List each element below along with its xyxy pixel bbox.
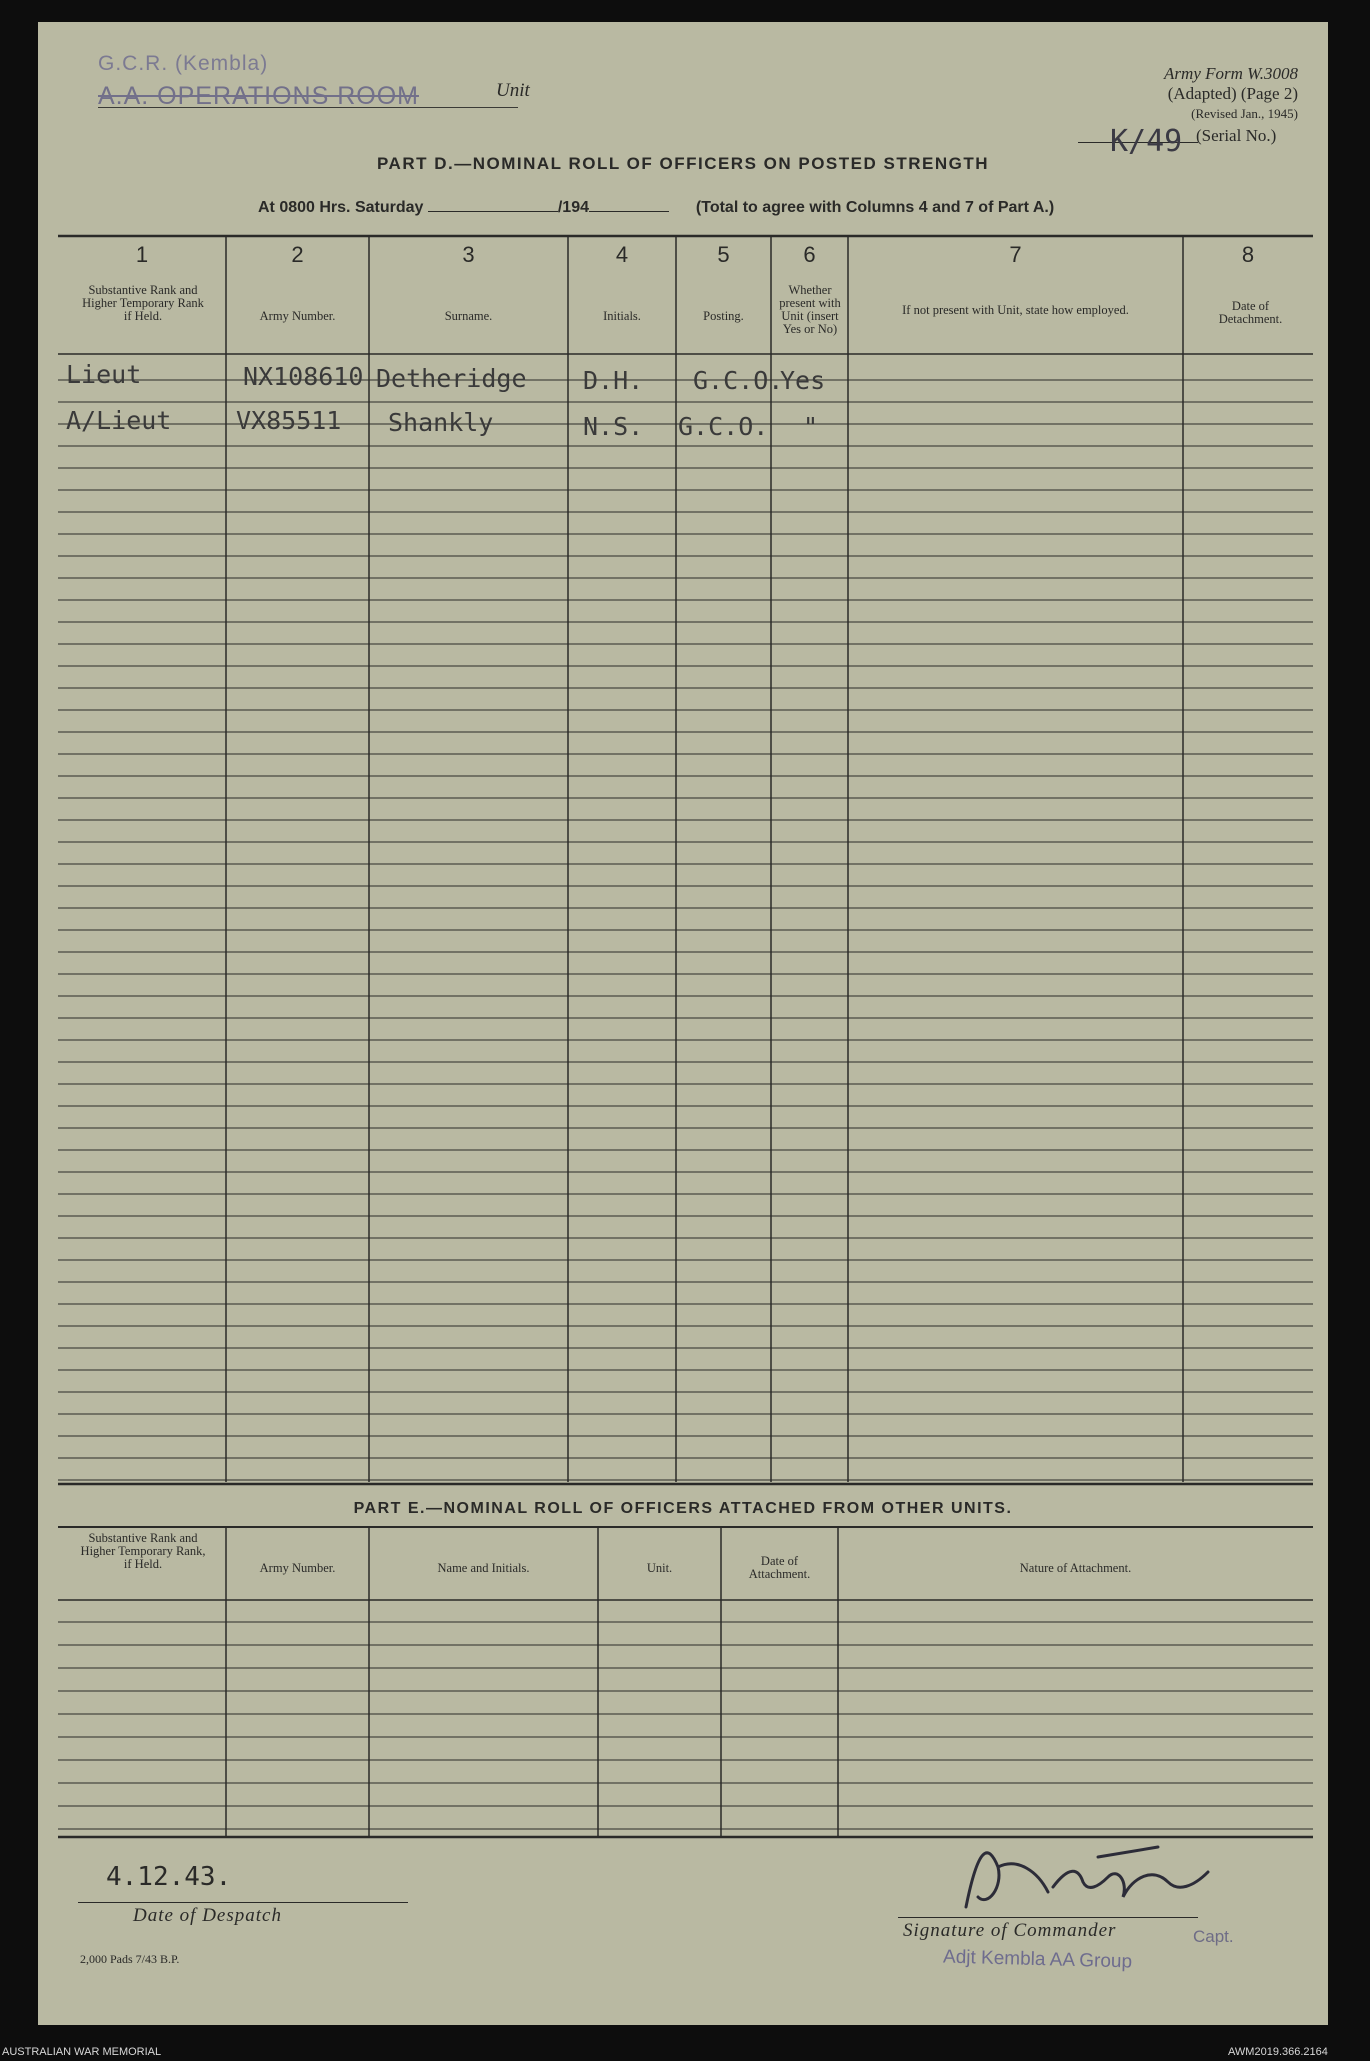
form-revised: (Revised Jan., 1945): [1191, 106, 1298, 121]
e-col-header-date: Date of Attachment.: [748, 1554, 811, 1581]
form-adapted: (Adapted) (Page 2): [1167, 84, 1298, 103]
e-col-header-name: Name and Initials.: [437, 1561, 530, 1575]
col-header-rank: Substantive Rank and Higher Temporary Rank if Held.: [82, 283, 204, 323]
part-e-grid: [38, 22, 1328, 1852]
unit-stamp-line1: G.C.R. (Kembla): [98, 52, 269, 75]
col-number-6: 6: [803, 242, 816, 267]
despatch-label: Date of Despatch: [133, 1905, 282, 1926]
archive-reference: AWM2019.366.2164: [1228, 2046, 1328, 2058]
despatch-underline: [78, 1902, 408, 1903]
part-e-title: PART E.—NOMINAL ROLL OF OFFICERS ATTACHED FROM OTHER UNITS.: [353, 1500, 1013, 1517]
row2-surname: Shankly: [388, 408, 494, 437]
at-time-label: At 0800 Hrs. Saturday: [258, 199, 424, 216]
col-header-employed: If not present with Unit, state how employed.: [902, 303, 1129, 317]
signature-label: Signature of Commander: [903, 1920, 1117, 1941]
col-header-surname: Surname.: [444, 309, 493, 323]
col-number-5: 5: [717, 242, 730, 267]
signature-underline: [898, 1917, 1198, 1918]
row1-posting: G.C.O.: [693, 366, 784, 395]
serial-value: K/49: [1110, 124, 1183, 159]
col-number-4: 4: [615, 242, 629, 267]
e-col-header-army-number: Army Number.: [259, 1561, 336, 1575]
row1-present: Yes: [780, 366, 826, 395]
col-number-1: 1: [135, 242, 149, 267]
row1-surname: Detheridge: [376, 364, 527, 393]
part-d-title: PART D.—NOMINAL ROLL OF OFFICERS ON POSTED STRENGTH: [376, 154, 989, 173]
signature-rank: Capt.: [1193, 1927, 1234, 1946]
row1-initials: D.H.: [583, 366, 644, 395]
total-note: (Total to agree with Columns 4 and 7 of Part A.): [695, 199, 1055, 216]
col-number-3: 3: [462, 242, 475, 267]
row2-army-number: VX85511: [236, 406, 342, 435]
col-number-7: 7: [1009, 242, 1022, 267]
col-header-army-number: Army Number.: [259, 309, 336, 323]
commander-signature: [958, 1837, 1258, 1922]
row2-posting: G.C.O.: [678, 412, 769, 441]
col-number-8: 8: [1241, 242, 1255, 267]
form-number: Army Form W.3008: [1164, 64, 1298, 83]
archive-credit: AUSTRALIAN WAR MEMORIAL: [2, 2046, 162, 2058]
serial-label: (Serial No.): [1196, 126, 1277, 145]
row1-rank: Lieut: [66, 360, 142, 389]
e-col-header-nature: Nature of Attachment.: [1019, 1561, 1132, 1575]
year-prefix: /194: [557, 199, 589, 216]
print-note: 2,000 Pads 7/43 B.P.: [80, 1952, 180, 1966]
form-page: [38, 22, 1328, 2025]
unit-stamp-line2: A.A. OPERATIONS ROOM: [98, 82, 419, 110]
col-number-2: 2: [291, 242, 304, 267]
col-header-detachment: Date of Detachment.: [1218, 299, 1283, 326]
col-header-posting: Posting.: [703, 309, 744, 323]
row1-army-number: NX108610: [243, 362, 364, 391]
e-col-header-unit: Unit.: [646, 1561, 673, 1575]
row2-rank: A/Lieut: [66, 406, 172, 435]
col-header-present: Whether present with Unit (insert Yes or No): [779, 283, 841, 336]
e-col-header-rank: Substantive Rank and Higher Temporary Rank, if Held.: [80, 1531, 206, 1571]
row2-present: ": [803, 412, 819, 441]
despatch-date: 4.12.43.: [106, 1862, 232, 1892]
unit-label: Unit: [496, 80, 530, 101]
col-header-initials: Initials.: [603, 309, 641, 323]
adjutant-stamp: Adjt Kembla AA Group: [942, 1946, 1133, 1973]
row2-initials: N.S.: [583, 412, 644, 441]
